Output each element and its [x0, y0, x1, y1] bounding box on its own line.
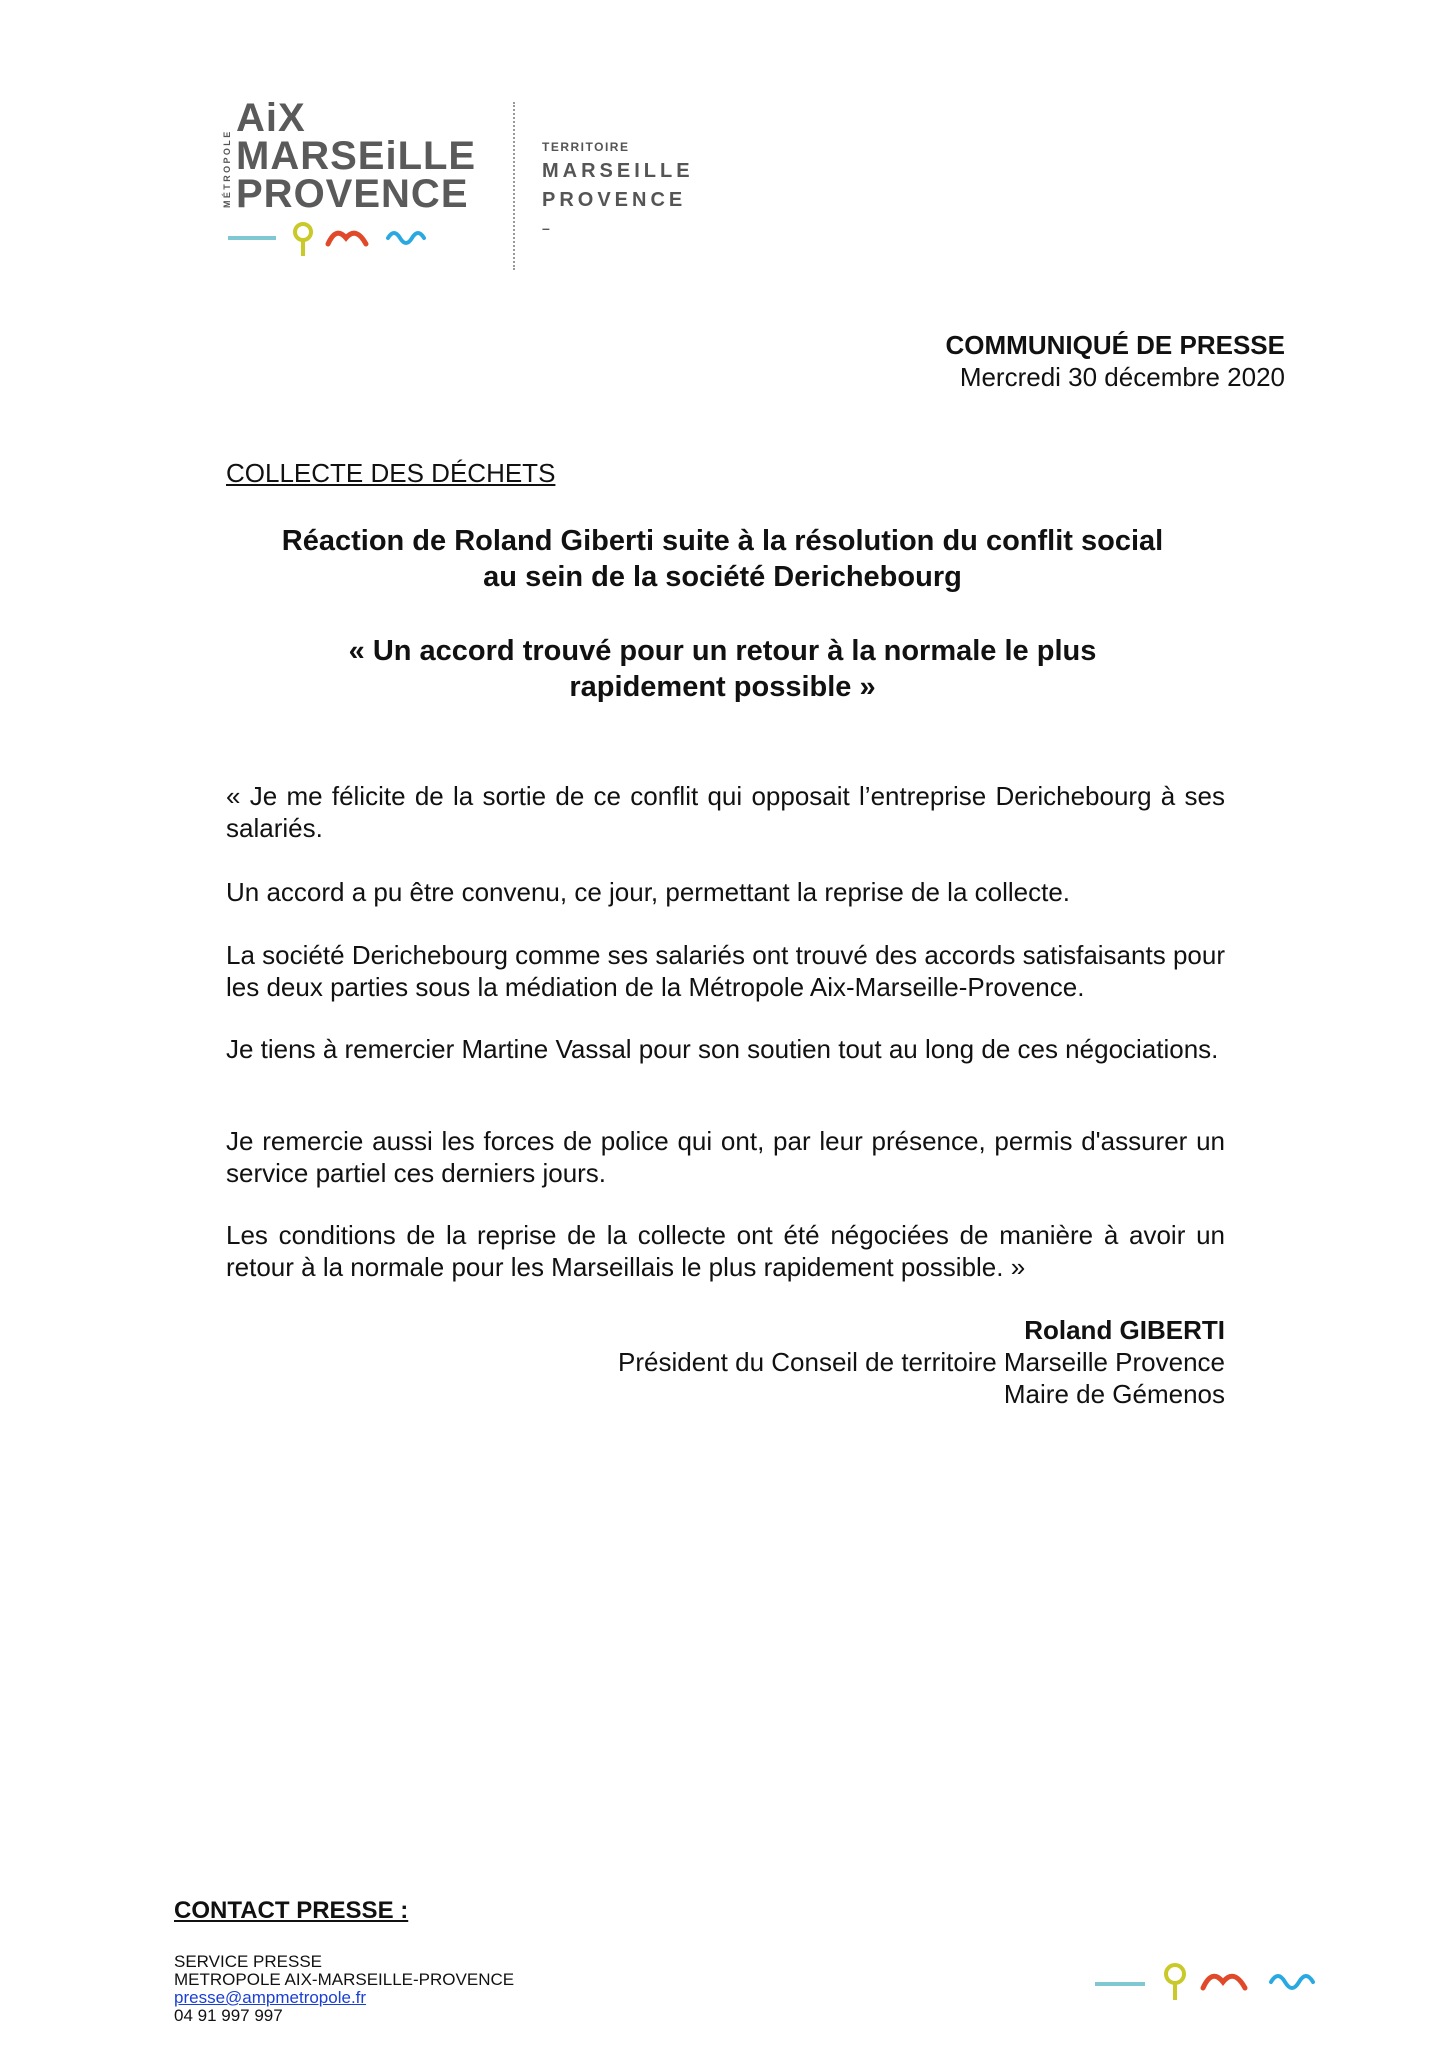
logo-vertical-text: MÉTROPOLE [222, 129, 232, 208]
logo-sub-territoire: TERRITOIRE [542, 140, 630, 154]
quote-title-line1: « Un accord trouvé pour un retour à la normale le plus [348, 635, 1097, 667]
contact-heading: CONTACT PRESSE : [174, 1897, 409, 1924]
body-paragraph: Un accord a pu être convenu, ce jour, permettant la reprise de la collecte. [226, 877, 1071, 907]
contact-organization: METROPOLE AIX-MARSEILLE-PROVENCE [174, 1970, 515, 1989]
page-title-line1: Réaction de Roland Giberti suite à la résolution du conflit social [281, 525, 1164, 557]
contact-service: SERVICE PRESSE [174, 1952, 323, 1971]
metropole-logo [220, 96, 740, 275]
quote-title [220, 633, 1225, 705]
body-paragraph: La société Derichebourg comme ses salariés ont trouvé des accords satisfaisants pour les deux parties sous la médiation de la Métropole Aix-Marseille-Provence. [226, 940, 1225, 1002]
body-paragraph: Je tiens à remercier Martine Vassal pour son soutien tout au long de ces négociations. [226, 1034, 1219, 1064]
page-title [220, 523, 1225, 595]
contact-phone: 04 91 997 997 [174, 2006, 283, 2025]
body-paragraph: « Je me félicite de la sortie de ce conflit qui opposait l’entreprise Derichebourg à ses salariés. [226, 781, 1225, 843]
logo-sub-provence: PROVENCE [542, 189, 687, 211]
logo-sub-dash: – [542, 220, 550, 236]
body-paragraph: Les conditions de la reprise de la collecte ont été négociées de manière à avoir un retour à la normale pour les Marseillais le plus rapidement possible. » [226, 1220, 1225, 1282]
logo-text-marseille: MARSEiLLE [236, 134, 477, 178]
page-title-line2: au sein de la société Derichebourg [483, 561, 962, 593]
press-release-label: COMMUNIQUÉ DE PRESSE [945, 330, 1285, 360]
footer-wave-marks [1095, 1958, 1355, 2008]
logo-wave-marks [228, 218, 478, 268]
logo-text-provence: PROVENCE [236, 172, 469, 216]
quote-title-line2: rapidement possible » [569, 671, 876, 703]
body-paragraph: Je remercie aussi les forces de police qui ont, par leur présence, permis d'assurer un service partiel ces derniers jours. [226, 1126, 1225, 1188]
signature-role: Président du Conseil de territoire Marseille Provence [618, 1347, 1225, 1377]
logo-sub-marseille: MARSEILLE [542, 160, 694, 182]
section-heading: COLLECTE DES DÉCHETS [226, 458, 556, 488]
logo-text-aix: AiX [236, 96, 306, 140]
press-release-date: Mercredi 30 décembre 2020 [959, 362, 1285, 392]
signature-title: Maire de Gémenos [1003, 1379, 1225, 1409]
signature-name: Roland GIBERTI [1024, 1315, 1225, 1345]
contact-email-link[interactable]: presse@ampmetropole.fr [174, 1988, 367, 2007]
logo-separator [513, 102, 515, 270]
